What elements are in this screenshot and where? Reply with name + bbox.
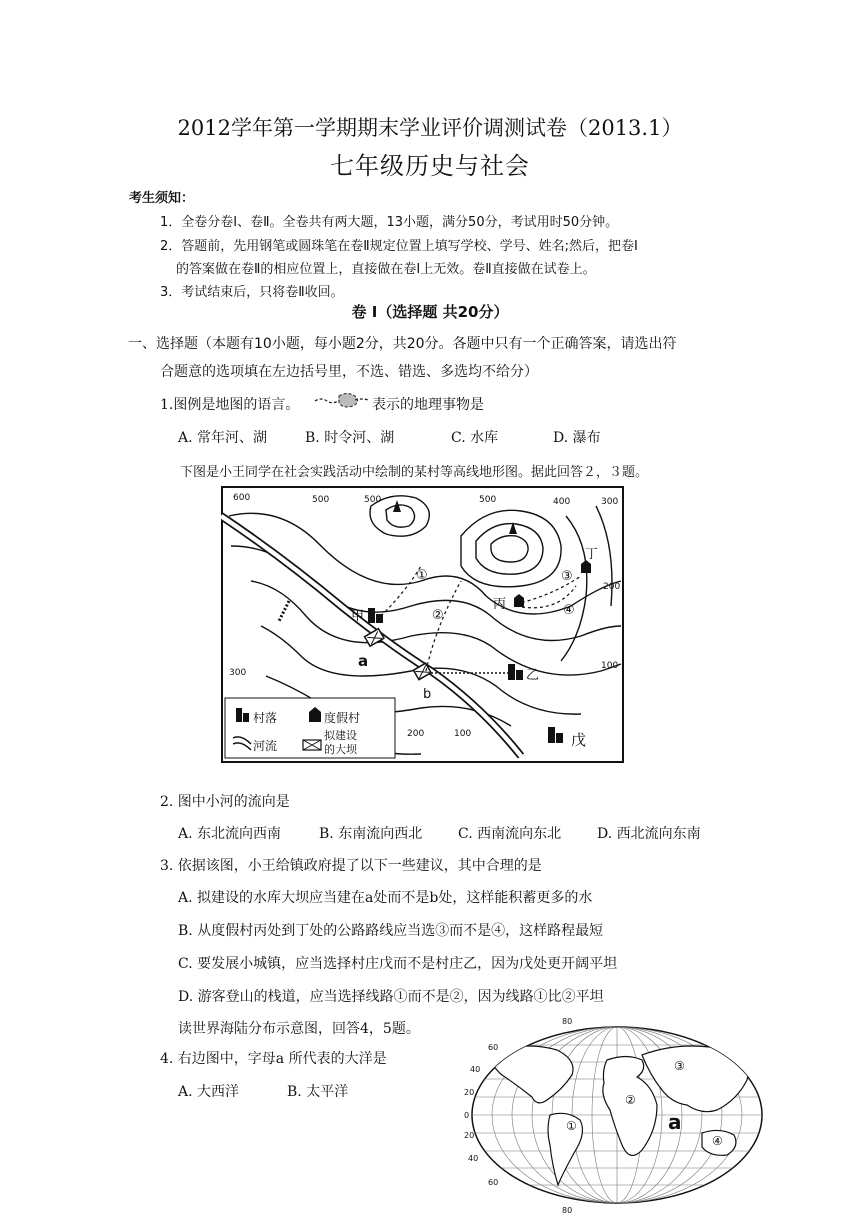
notice-item-2-cont: 的答案做在卷Ⅱ的相应位置上，直接做在卷Ⅰ上无效。卷Ⅱ直接做在试卷上。 xyxy=(176,262,596,277)
contour-value-label: 500 xyxy=(479,495,497,505)
contour-value-label: 200 xyxy=(603,582,621,592)
q3-option-c: C. 要发展小城镇，应当选择村庄戊而不是村庄乙，因为戊处更开阔平坦 xyxy=(178,956,618,972)
section-instructions-cont: 合题意的选项填在左边括号里，不选、错选、多选均不给分） xyxy=(160,364,538,380)
exam-subtitle: 七年级历史与社会 xyxy=(330,152,530,180)
contour-value-label: 500 xyxy=(312,495,330,505)
contour-value-label: 100 xyxy=(601,661,619,671)
q2-stem: 2. 图中小河的流向是 xyxy=(160,794,290,810)
q3-option-a: A. 拟建设的水库大坝应当建在a处而不是b处，这样能积蓄更多的水 xyxy=(178,890,593,906)
notice-item-1: 1．全卷分卷Ⅰ、卷Ⅱ。全卷共有两大题，13小题，满分50分，考试用时50分钟。 xyxy=(160,215,619,230)
seasonal-river-lake-legend-icon xyxy=(313,388,371,412)
q3-option-d: D. 游客登山的栈道，应当选择线路①而不是②，因为线路①比②平坦 xyxy=(178,989,604,1005)
q1-option-d: D. 瀑布 xyxy=(553,430,601,446)
contour-value-label: 500 xyxy=(364,495,382,505)
exam-title: 2012学年第一学期期末学业评价调测试卷（2013.1） xyxy=(177,116,683,140)
legend-river: 河流 xyxy=(253,739,278,753)
q4-stem: 4. 右边图中，字母a 所代表的大洋是 xyxy=(160,1051,387,1067)
section-title: 卷 Ⅰ（选择题 共20分） xyxy=(351,303,509,321)
legend-dam-line1: 拟建设 xyxy=(324,729,357,742)
q2-option-c: C. 西南流向东北 xyxy=(458,826,562,842)
label-point-b: b xyxy=(423,687,432,702)
q3-option-b: B. 从度假村丙处到丁处的公路路线应当选③而不是④，这样路程最短 xyxy=(178,923,604,939)
lat-label: 40 xyxy=(470,1065,481,1074)
q1-option-b: B. 时令河、湖 xyxy=(305,430,395,446)
lat-label: 60 xyxy=(488,1178,499,1187)
q1-option-c: C. 水库 xyxy=(451,430,499,446)
legend-dam-line2: 的大坝 xyxy=(324,743,357,756)
contour-map xyxy=(221,486,624,763)
label-ding: 丁 xyxy=(585,547,599,562)
route-3-label: ③ xyxy=(561,569,573,584)
q2-option-b: B. 东南流向西北 xyxy=(319,826,423,842)
q2-option-a: A. 东北流向西南 xyxy=(178,826,282,842)
route-2-label: ② xyxy=(432,608,444,623)
notice-item-3: 3．考试结束后，只将卷Ⅱ收回。 xyxy=(160,285,344,300)
q2-option-d: D. 西北流向东南 xyxy=(597,826,701,842)
notice-item-2: 2．答题前，先用钢笔或圆珠笔在卷Ⅱ规定位置上填写学校、学号、姓名;然后，把卷Ⅰ xyxy=(160,239,638,254)
q1-stem-b: 表示的地理事物是 xyxy=(372,397,484,413)
lat-label: 40 xyxy=(468,1154,479,1163)
lat-label: 20 xyxy=(464,1131,475,1140)
q4-option-a: A. 大西洋 xyxy=(178,1084,240,1100)
label-wu: 戊 xyxy=(571,731,587,749)
lat-label: 80 xyxy=(562,1017,573,1026)
map-legend xyxy=(225,698,395,758)
ocean-letter-a: a xyxy=(668,1110,682,1134)
lat-label: 0 xyxy=(464,1111,470,1120)
contour-value-label: 400 xyxy=(553,497,571,507)
route-4-label: ④ xyxy=(563,603,575,618)
lat-label: 20 xyxy=(464,1088,475,1097)
lat-label: 60 xyxy=(488,1043,499,1052)
route-1-label: ① xyxy=(416,568,428,583)
notice-heading: 考生须知： xyxy=(129,191,195,206)
contour-value-label: 300 xyxy=(229,668,247,678)
q4-option-b: B. 太平洋 xyxy=(287,1084,349,1100)
label-yi: 乙 xyxy=(526,668,540,683)
label-jia: 甲 xyxy=(351,609,365,624)
section-instructions: 一、选择题（本题有10小题，每小题2分，共20分。各题中只有一个正确答案，请选出符 xyxy=(128,336,677,352)
intro-q2-q3: 下图是小王同学在社会实践活动中绘制的某村等高线地形图。据此回答２，３题。 xyxy=(180,465,649,480)
legend-village: 村落 xyxy=(253,711,278,725)
map-marker-2: ② xyxy=(625,1093,636,1107)
contour-value-label: 600 xyxy=(233,493,251,503)
intro-q4-q5: 读世界海陆分布示意图，回答4，5题。 xyxy=(178,1021,420,1037)
q1-stem-a: 1.图例是地图的语言。 xyxy=(160,397,300,413)
label-bing: 丙 xyxy=(493,597,507,612)
map-marker-1: ① xyxy=(566,1119,577,1133)
map-marker-3: ③ xyxy=(674,1059,685,1073)
world-map xyxy=(462,1015,780,1215)
label-point-a: a xyxy=(358,652,369,670)
contour-value-label: 200 xyxy=(407,729,425,739)
map-marker-4: ④ xyxy=(712,1134,723,1148)
legend-resort: 度假村 xyxy=(324,711,361,725)
q3-stem: 3. 依据该图，小王给镇政府提了以下一些建议，其中合理的是 xyxy=(160,858,542,874)
contour-value-label: 300 xyxy=(601,497,619,507)
q1-option-a: A. 常年河、湖 xyxy=(178,430,268,446)
contour-value-label: 100 xyxy=(454,729,472,739)
lat-label: 80 xyxy=(562,1206,573,1215)
